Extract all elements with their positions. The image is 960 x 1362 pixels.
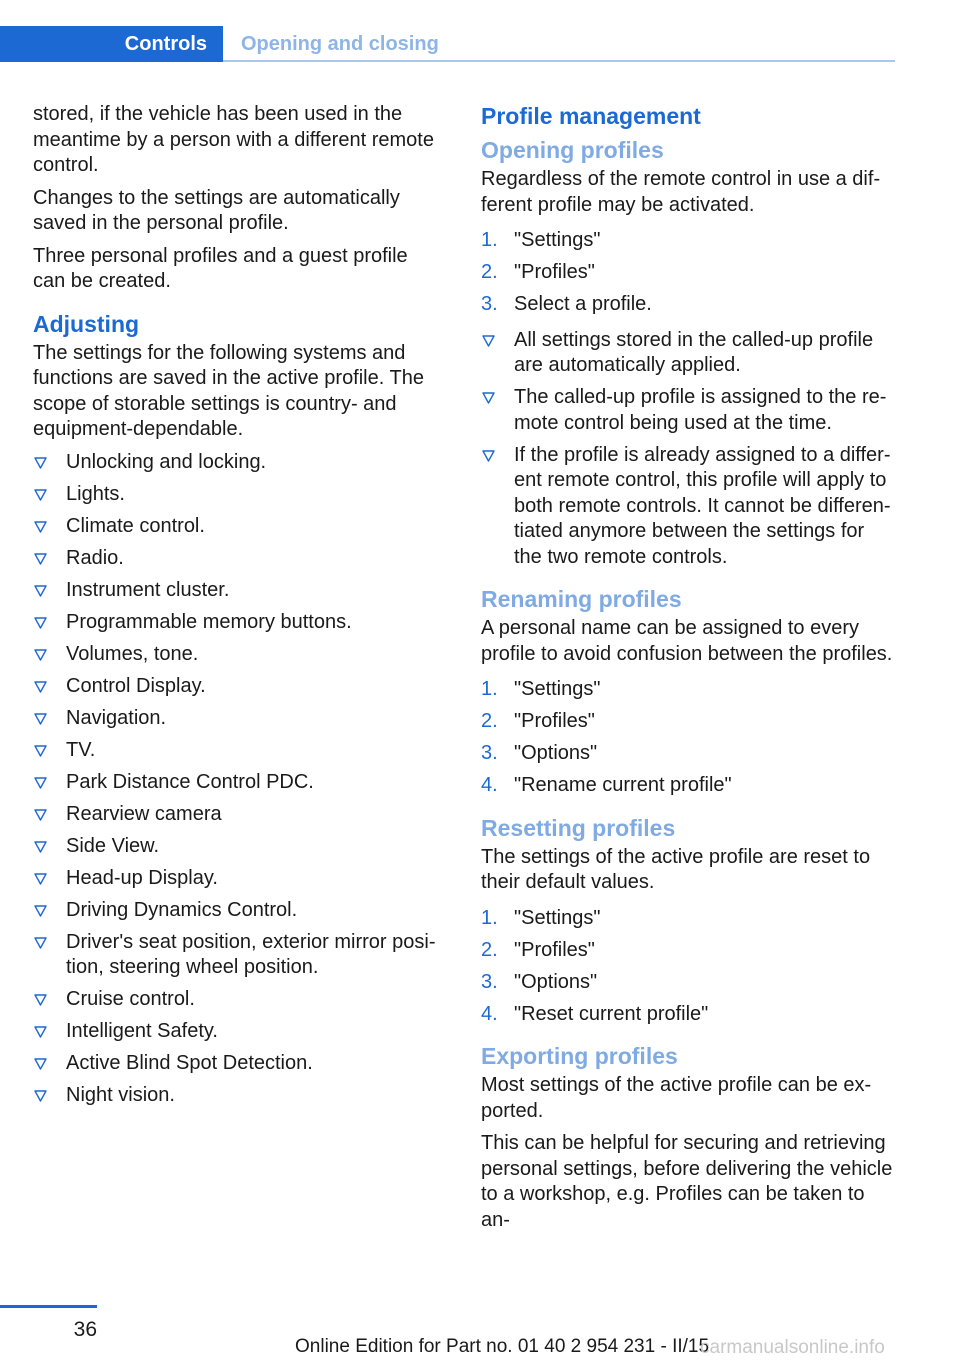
renaming-profiles-paragraph: A personal name can be assigned to every profile to avoid confusion between the profiles. [481, 617, 893, 665]
triangle-bullet-icon [34, 553, 47, 565]
list-item [481, 328, 897, 379]
list-item-text: If the profile is already assigned to a different remote control, this profile will apply to both remote controls. It cannot be differentiated anymore between the settings for the two remote controls. [514, 443, 891, 568]
opening-steps-list [481, 228, 897, 318]
left-column [33, 102, 443, 1115]
list-item-text: Head-up Display. [66, 866, 218, 889]
resetting-profiles-paragraph: The settings of the active profile are reset to their default values. [481, 845, 871, 893]
step-text: "Options" [514, 970, 598, 993]
triangle-bullet-icon [482, 450, 495, 462]
step-item [481, 677, 897, 703]
triangle-bullet-icon [34, 809, 47, 821]
stored-settings-list [33, 450, 443, 1109]
list-item-text: Programmable memory buttons. [66, 610, 352, 633]
triangle-bullet-icon [34, 649, 47, 661]
list-item [33, 1019, 443, 1045]
page-header [0, 26, 895, 62]
step-text: "Settings" [514, 678, 601, 700]
list-item-text: Volumes, tone. [66, 642, 199, 665]
list-item [33, 1083, 443, 1109]
step-number: 1. [481, 229, 498, 251]
step-text: "Rename current profile" [514, 774, 732, 796]
resetting-steps-list [481, 906, 897, 1028]
right-column [481, 102, 897, 1240]
step-number: 3. [481, 970, 498, 993]
list-item-text: Driver's seat position, exterior mirror position, steering wheel position. [66, 930, 436, 978]
list-item [33, 987, 443, 1013]
step-item [481, 938, 897, 964]
list-item-text: Side View. [66, 834, 160, 857]
exporting-profiles-heading: Exporting profiles [481, 1043, 678, 1069]
list-item-text: Navigation. [66, 706, 167, 729]
adjusting-paragraph: The settings for the following systems and functions are saved in the active profile. The scope of storable settings is country- and equipment-dependable. [33, 341, 424, 440]
list-item [33, 706, 443, 732]
list-item-text: Active Blind Spot Detection. [66, 1052, 313, 1074]
chapter-tab[interactable]: Controls [0, 26, 223, 62]
page-number: 36 [73, 1318, 97, 1341]
step-number: 2. [481, 938, 498, 961]
triangle-bullet-icon [482, 392, 495, 404]
step-text: "Options" [514, 742, 598, 764]
step-item [481, 1002, 897, 1028]
list-item [33, 482, 443, 508]
step-item [481, 292, 897, 318]
list-item [481, 443, 897, 571]
intro-paragraph: stored, if the vehicle has been used in the meantime by a person with a different remote control. [33, 103, 434, 176]
step-number: 4. [481, 774, 498, 796]
step-text: "Settings" [514, 906, 601, 929]
step-number: 3. [481, 293, 498, 315]
triangle-bullet-icon [34, 873, 47, 885]
step-number: 2. [481, 261, 498, 283]
list-item [33, 738, 443, 764]
edition-note: Online Edition for Part no. 01 40 2 954 231 - II/15 [295, 1336, 710, 1357]
step-item [481, 970, 897, 996]
list-item [33, 546, 443, 572]
watermark: carmanualsonline.info [700, 1337, 885, 1358]
list-item [33, 450, 443, 476]
list-item-text: Control Display. [66, 674, 206, 697]
list-item [481, 385, 897, 436]
triangle-bullet-icon [34, 1090, 47, 1102]
triangle-bullet-icon [34, 905, 47, 917]
step-text: "Profiles" [514, 261, 595, 283]
step-item [481, 741, 897, 767]
list-item [33, 578, 443, 604]
list-item [33, 834, 443, 860]
step-item [481, 773, 897, 799]
step-number: 3. [481, 742, 498, 764]
opening-notes-list [481, 328, 897, 571]
triangle-bullet-icon [34, 1026, 47, 1038]
triangle-bullet-icon [34, 1058, 47, 1070]
step-item [481, 228, 897, 254]
list-item-text: Rearview camera [66, 802, 222, 825]
triangle-bullet-icon [34, 521, 47, 533]
step-number: 1. [481, 678, 498, 700]
step-number: 4. [481, 1002, 498, 1025]
footer-rule [0, 1305, 97, 1308]
list-item-text: Instrument cluster. [66, 578, 230, 601]
list-item-text: Night vision. [66, 1084, 175, 1106]
renaming-steps-list [481, 677, 897, 799]
step-item [481, 906, 897, 932]
step-text: "Profiles" [514, 938, 595, 961]
list-item-text: Climate control. [66, 514, 205, 537]
list-item [33, 802, 443, 828]
step-item [481, 260, 897, 286]
opening-profiles-heading: Opening profiles [481, 137, 664, 163]
triangle-bullet-icon [34, 994, 47, 1006]
list-item-text: Lights. [66, 482, 125, 505]
triangle-bullet-icon [482, 335, 495, 347]
list-item-text: The called-up profile is assigned to the remote control being used at the time. [514, 386, 887, 434]
list-item-text: All settings stored in the called-up profile are automatically applied. [514, 328, 874, 376]
triangle-bullet-icon [34, 617, 47, 629]
list-item [33, 1051, 443, 1077]
list-item [33, 514, 443, 540]
triangle-bullet-icon [34, 713, 47, 725]
step-number: 2. [481, 710, 498, 732]
list-item [33, 898, 443, 924]
list-item-text: TV. [66, 738, 96, 761]
list-item [33, 642, 443, 668]
list-item-text: Radio. [66, 546, 124, 569]
triangle-bullet-icon [34, 937, 47, 949]
list-item-text: Driving Dynamics Control. [66, 898, 298, 921]
list-item-text: Cruise control. [66, 988, 195, 1010]
step-text: "Reset current profile" [514, 1002, 709, 1025]
step-text: "Profiles" [514, 710, 595, 732]
triangle-bullet-icon [34, 745, 47, 757]
list-item-text: Intelligent Safety. [66, 1020, 218, 1042]
exporting-profiles-paragraph: Most settings of the active profile can be exported. [481, 1074, 872, 1122]
triangle-bullet-icon [34, 457, 47, 469]
triangle-bullet-icon [34, 841, 47, 853]
list-item [33, 610, 443, 636]
list-item [33, 770, 443, 796]
triangle-bullet-icon [34, 489, 47, 501]
resetting-profiles-heading: Resetting profiles [481, 814, 676, 841]
header-rule [223, 60, 895, 62]
adjusting-heading: Adjusting [33, 310, 140, 337]
intro-paragraph: Changes to the settings are automatically saved in the personal profile. [33, 186, 400, 234]
intro-paragraph: Three personal profiles and a guest profile can be created. [33, 244, 408, 292]
triangle-bullet-icon [34, 681, 47, 693]
list-item-text: Unlocking and locking. [66, 450, 267, 473]
step-item [481, 709, 897, 735]
step-text: Select a profile. [514, 293, 652, 315]
list-item [33, 866, 443, 892]
section-title[interactable]: Opening and closing [241, 32, 439, 55]
list-item [33, 930, 443, 981]
exporting-profiles-paragraph: This can be helpful for securing and retrieving personal settings, before delivering the vehicle to a workshop, e.g. Profiles can be taken to an- [481, 1132, 893, 1231]
renaming-profiles-heading: Renaming profiles [481, 586, 682, 612]
profile-management-heading: Profile management [481, 103, 701, 129]
list-item [33, 674, 443, 700]
list-item-text: Park Distance Control PDC. [66, 770, 314, 793]
step-number: 1. [481, 906, 498, 929]
opening-profiles-paragraph: Regardless of the remote control in use a different profile may be activated. [481, 168, 881, 216]
step-text: "Settings" [514, 229, 601, 251]
triangle-bullet-icon [34, 585, 47, 597]
triangle-bullet-icon [34, 777, 47, 789]
